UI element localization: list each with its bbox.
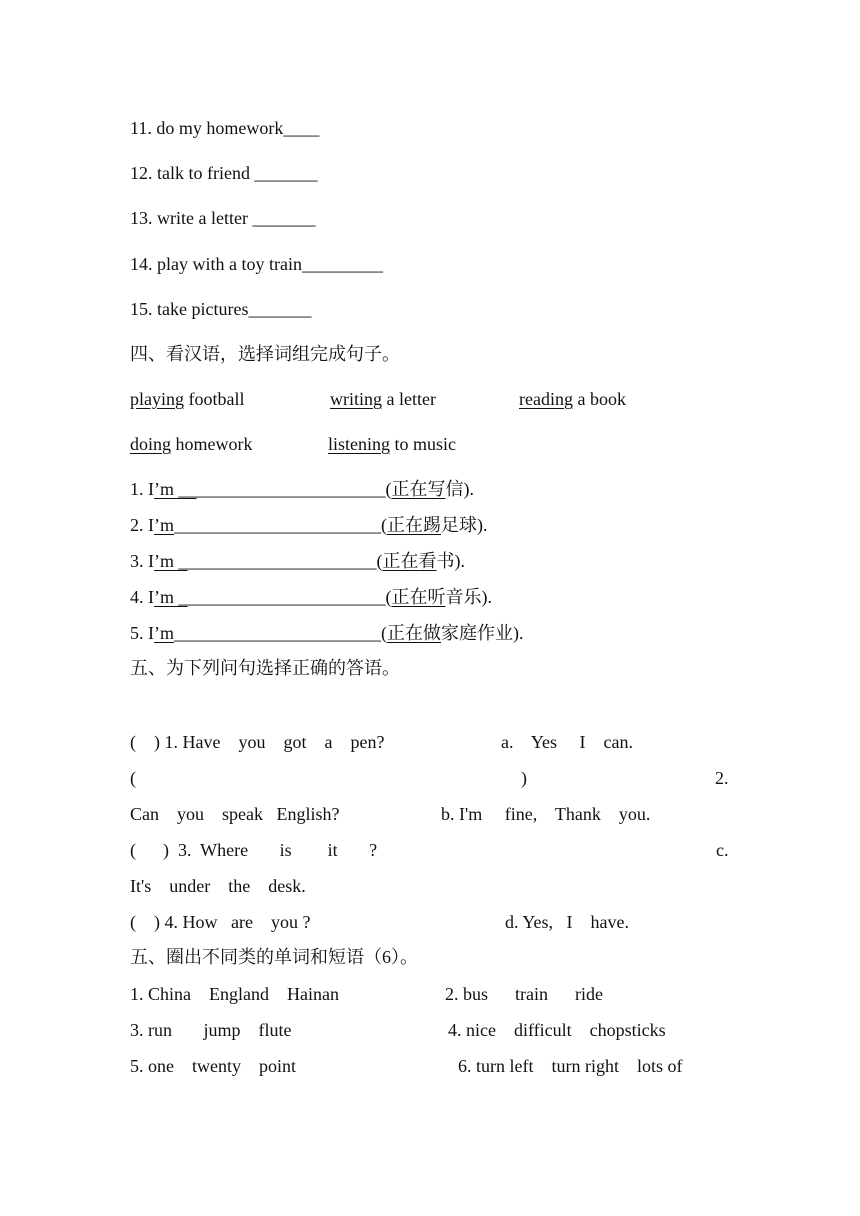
odd-one-out-3: 3. run jump flute <box>130 1020 292 1040</box>
match-question-3: ( ) 3. Where is it ? <box>130 840 378 860</box>
match-question-2: Can you speak English? <box>130 804 340 824</box>
match-question-2-number: 2. <box>715 768 729 788</box>
section-4-heading: 四、看汉语，选择词组完成句子。 <box>130 344 400 364</box>
phrase-option-4: doing homework <box>130 434 253 454</box>
exercise-item-13: 13. write a letter _______ <box>130 208 316 228</box>
match-answer-c: It's under the desk. <box>130 876 306 896</box>
odd-one-out-4: 4. nice difficult chopsticks <box>448 1020 666 1040</box>
fill-sentence-1: 1. I’m _______________________(正在写信). <box>130 479 474 499</box>
match-question-1: ( ) 1. Have you got a pen? <box>130 732 385 752</box>
section-5b-heading: 五、圈出不同类的单词和短语（6）。 <box>130 947 418 967</box>
odd-one-out-2: 2. bus train ride <box>445 984 603 1004</box>
fill-sentence-3: 3. I’m ______________________(正在看书). <box>130 551 465 571</box>
match-question-4: ( ) 4. How are you ? <box>130 912 311 932</box>
match-answer-b: b. I'm fine, Thank you. <box>441 804 651 824</box>
match-answer-c-label: c. <box>716 840 729 860</box>
phrase-option-1: playing football <box>130 389 245 409</box>
odd-one-out-6: 6. turn left turn right lots of <box>458 1056 683 1076</box>
phrase-option-5: listening to music <box>328 434 456 454</box>
phrase-option-2: writing a letter <box>330 389 436 409</box>
match-bracket-close: ) <box>521 768 527 788</box>
section-5a-heading: 五、为下列问句选择正确的答语。 <box>130 658 400 678</box>
exercise-item-12: 12. talk to friend _______ <box>130 163 318 183</box>
fill-sentence-5: 5. I’m_______________________(正在做家庭作业). <box>130 623 524 643</box>
phrase-option-3: reading a book <box>519 389 626 409</box>
match-answer-a: a. Yes I can. <box>501 732 633 752</box>
exercise-item-14: 14. play with a toy train_________ <box>130 254 383 274</box>
match-bracket-open: ( <box>130 768 136 788</box>
fill-sentence-2: 2. I’m_______________________(正在踢足球). <box>130 515 488 535</box>
exercise-item-11: 11. do my homework____ <box>130 118 320 138</box>
odd-one-out-5: 5. one twenty point <box>130 1056 296 1076</box>
odd-one-out-1: 1. China England Hainan <box>130 984 339 1004</box>
match-answer-d: d. Yes, I have. <box>505 912 629 932</box>
exercise-item-15: 15. take pictures_______ <box>130 299 312 319</box>
fill-sentence-4: 4. I’m _______________________(正在听音乐). <box>130 587 492 607</box>
